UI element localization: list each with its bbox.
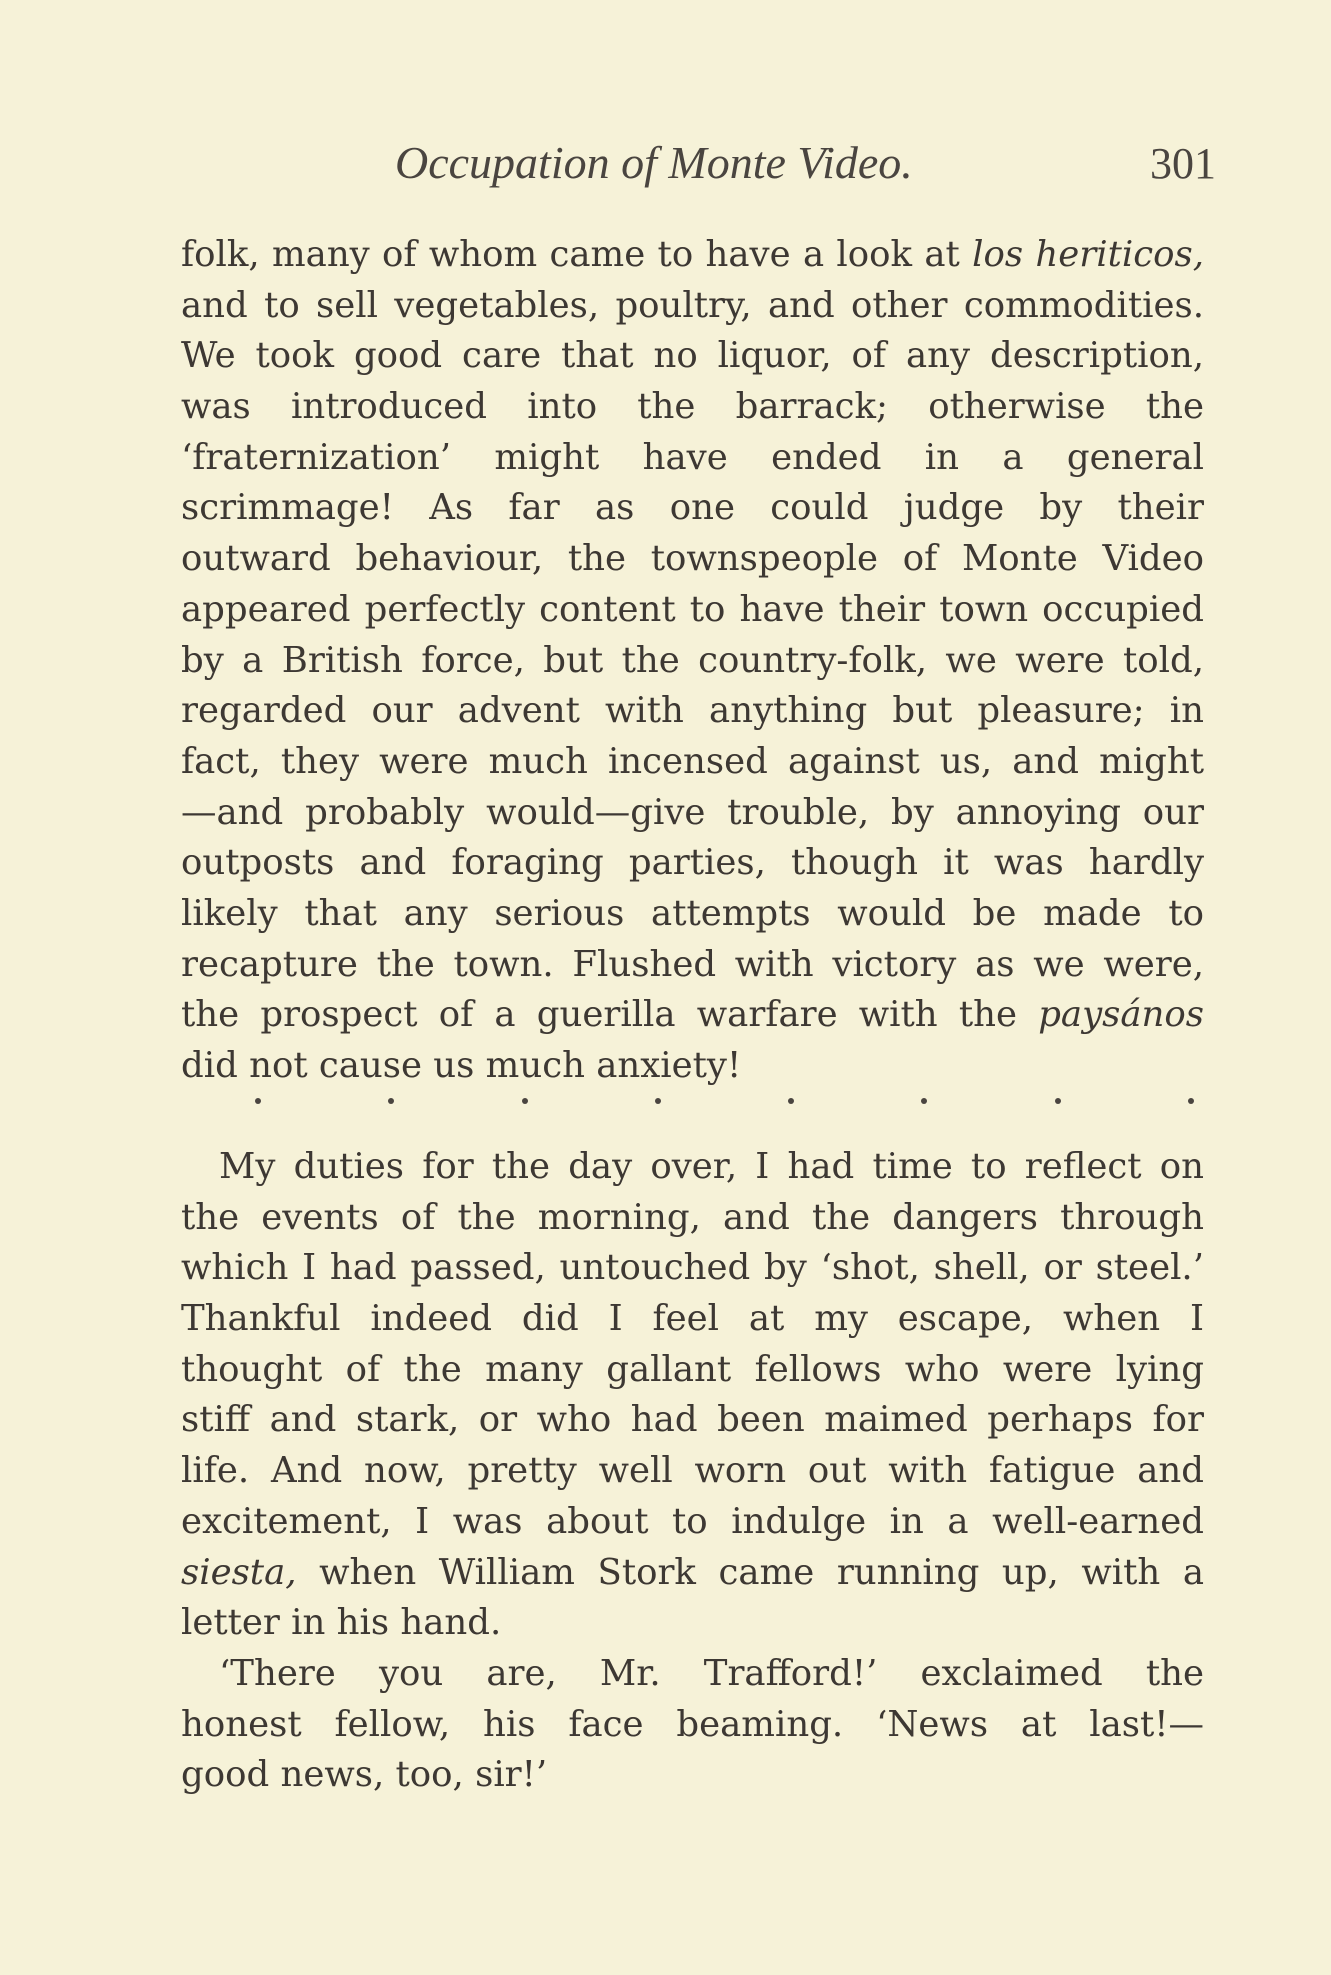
text-line: and to sell vegetables, poultry, and other commodities.: [181, 284, 1204, 326]
text-line: did not cause us much anxiety!: [181, 1045, 742, 1086]
text-line: good news, too, sir!’: [181, 1754, 548, 1796]
text-line: ‘fraternization’ might have ended in a general: [181, 436, 1204, 478]
text-line: Thankful indeed did I feel at my escape, when I: [181, 1298, 1204, 1340]
text-line: ‘There you are, Mr. Trafford!’ exclaimed the: [219, 1652, 1204, 1694]
text-line: scrimmage! As far as one could judge by their: [181, 487, 1204, 529]
text-line: folk, many of whom came to have a look at los heriticos,: [181, 234, 1204, 275]
text-line: outposts and foraging parties, though it was hardly: [181, 842, 1204, 884]
text-line: We took good care that no liquor, of any description,: [181, 335, 1204, 377]
text-line: life. And now, pretty well worn out with fatigue and: [181, 1450, 1204, 1492]
ellipsis-dot: [522, 1098, 528, 1104]
text-line: regarded our advent with anything but pleasure; in: [181, 690, 1204, 732]
text-line: excitement, I was about to indulge in a well-earned: [181, 1500, 1204, 1542]
running-head: [0, 130, 1331, 190]
text-line: the prospect of a guerilla warfare with the paysános: [181, 994, 1204, 1036]
ellipsis-dot: [1055, 1098, 1061, 1104]
text-line: thought of the many gallant fellows who were lying: [181, 1348, 1204, 1390]
text-line: honest fellow, his face beaming. ‘News at last!—: [181, 1703, 1204, 1745]
text-line: stiff and stark, or who had been maimed perhaps for: [181, 1399, 1204, 1441]
text-line: was introduced into the barrack; otherwise the: [181, 386, 1204, 428]
paragraph-1: [181, 230, 1204, 1092]
ellipsis-dot: [255, 1098, 261, 1104]
text-line: recapture the town. Flushed with victory as we were,: [181, 943, 1204, 985]
text-line: —and probably would—give trouble, by annoying our: [181, 791, 1204, 833]
ellipsis-dot: [388, 1098, 394, 1104]
text-line: My duties for the day over, I had time to reflect on: [219, 1146, 1204, 1187]
ellipsis-dot: [921, 1098, 927, 1104]
ellipsis-dot: [655, 1098, 661, 1104]
paragraph-2: [181, 1142, 1204, 1801]
text-line: which I had passed, untouched by ‘shot, shell, or steel.’: [181, 1247, 1204, 1289]
section-break-dots: [181, 1098, 1204, 1128]
page-number: 301: [1150, 139, 1216, 188]
text-line: by a British force, but the country-folk, we were told,: [181, 639, 1204, 681]
text-line: appeared perfectly content to have their town occupied: [181, 588, 1204, 630]
ellipsis-dot: [1188, 1098, 1194, 1104]
ellipsis-dot: [788, 1098, 794, 1104]
text-line: siesta, when William Stork came running up, with a: [181, 1551, 1204, 1593]
text-line: letter in his hand.: [181, 1602, 502, 1644]
text-line: outward behaviour, the townspeople of Monte Video: [181, 538, 1204, 580]
text-line: likely that any serious attempts would be made to: [181, 892, 1204, 934]
text-line: fact, they were much incensed against us, and might: [181, 740, 1204, 782]
text-line: the events of the morning, and the dangers through: [181, 1196, 1204, 1238]
running-title: Occupation of Monte Video.: [395, 137, 913, 188]
